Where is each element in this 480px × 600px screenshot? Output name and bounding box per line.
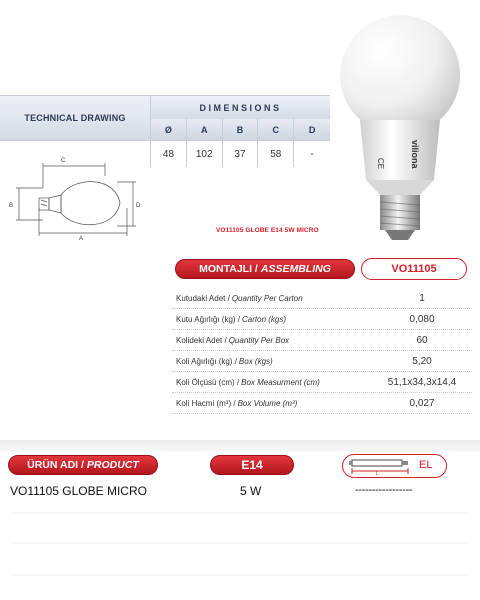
- spec-row: [172, 393, 472, 414]
- assembling-label-tr: MONTAJLI /: [199, 263, 258, 275]
- spec-value: 5,20: [412, 355, 432, 367]
- dimension-col-c: C: [258, 119, 294, 140]
- product-label-en: PRODUCT: [86, 459, 139, 471]
- el-label: EL: [419, 459, 433, 471]
- drawing-label-c: C: [61, 158, 66, 164]
- faint-background-lines: [10, 505, 470, 585]
- drawing-label-b: B: [9, 203, 14, 209]
- spec-label-en: Box Volume (m³): [237, 398, 298, 408]
- spec-label-en: Quantity Per Carton: [231, 293, 303, 303]
- tube-length-label: L: [376, 471, 379, 476]
- section-divider: [0, 440, 480, 452]
- drawing-label-d: D: [136, 203, 141, 209]
- spec-label-tr: Koli Ölçüsü (cm) /: [176, 377, 240, 387]
- spec-label: [172, 351, 372, 371]
- dimensions-values-row: [150, 141, 330, 167]
- spec-row: [172, 330, 472, 351]
- product-name: VO11105 GLOBE MICRO: [10, 484, 147, 498]
- spec-label-en: Quantity Per Box: [228, 335, 290, 345]
- technical-drawing-title: TECHNICAL DRAWING: [24, 113, 126, 123]
- drawing-label-a: A: [79, 236, 84, 242]
- product-label-tr: ÜRÜN ADI /: [27, 459, 84, 471]
- spec-label-tr: Kolideki Adet /: [176, 335, 227, 345]
- spec-row: [172, 372, 472, 393]
- assembling-badge: [175, 259, 355, 279]
- dimensions-column-headers: [150, 119, 330, 141]
- product-code-box: VO11105: [361, 258, 467, 280]
- dimension-val-d: -: [310, 148, 314, 160]
- dimension-val-c: 58: [258, 141, 294, 167]
- spec-row: [172, 351, 472, 372]
- dimension-col-a: A: [187, 119, 223, 140]
- spec-value: 1: [419, 292, 425, 304]
- dimension-val-b: 37: [223, 141, 259, 167]
- product-el-value: -----------------: [355, 484, 413, 496]
- dimensions-title: DIMENSIONS: [199, 102, 282, 113]
- bulb-photo: [330, 10, 470, 245]
- spec-row: [172, 309, 472, 330]
- spec-row: [172, 288, 472, 309]
- spec-label: [172, 393, 372, 413]
- assembling-label-en: ASSEMBLING: [260, 263, 331, 275]
- spec-label: [172, 372, 372, 392]
- ce-mark-icon: CE: [376, 158, 385, 170]
- spec-value: 0,027: [409, 397, 435, 409]
- product-wattage: 5 W: [240, 484, 262, 498]
- spec-label-tr: Koli Hacmi (m³) /: [176, 398, 236, 408]
- spec-value: 0,080: [409, 313, 435, 325]
- dimensions-header: [150, 95, 330, 119]
- dimension-val-a: 102: [187, 141, 223, 167]
- technical-drawing-header: [0, 95, 150, 141]
- spec-label-en: Box (kgs): [238, 356, 273, 366]
- spec-label-en: Box Measurment (cm): [241, 377, 320, 387]
- spec-label-tr: Kutu Ağırlığı (kg) /: [176, 314, 241, 324]
- spec-label: [172, 288, 372, 308]
- dimension-col-diameter: Ø: [151, 119, 187, 140]
- spec-label-tr: Koli Ağırlığı (kg) /: [176, 356, 237, 366]
- technical-drawing: [5, 148, 150, 243]
- model-caption: VO11105 GLOBE E14 5W MICRO: [216, 227, 319, 234]
- dimension-val-diameter: 48: [151, 141, 187, 167]
- packaging-specs-table: [172, 288, 472, 414]
- bulb-brand-text: viliona: [410, 140, 420, 169]
- spec-value: 60: [416, 334, 428, 346]
- product-badge: [8, 455, 158, 475]
- socket-badge: E14: [210, 455, 294, 475]
- spec-label-en: Carton (kgs): [242, 314, 287, 324]
- spec-label-tr: Kutudaki Adet /: [176, 293, 230, 303]
- dimension-col-b: B: [223, 119, 259, 140]
- el-length-box: [342, 454, 447, 478]
- spec-label: [172, 330, 372, 350]
- tube-length-icon: [348, 456, 418, 476]
- spec-value: 51,1x34,3x14,4: [387, 376, 457, 388]
- spec-label: [172, 309, 372, 329]
- dimension-col-d: D: [308, 124, 316, 135]
